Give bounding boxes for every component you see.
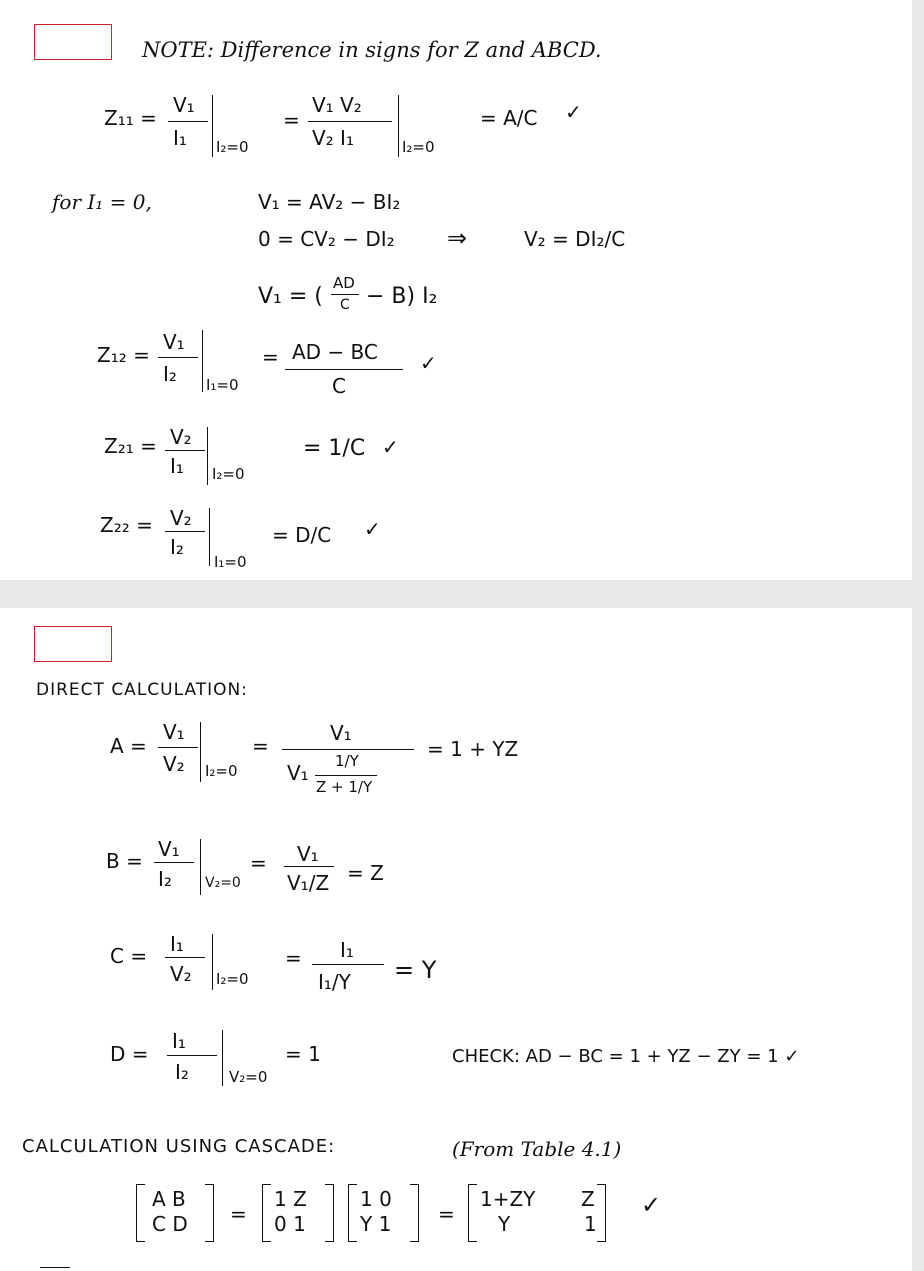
a-cond: I₂=0 [205,762,238,780]
check-mark: ✓ [641,1191,662,1219]
fraction-bar [284,866,334,867]
z21-num: V₂ [170,425,192,449]
a-bignum: V₁ [330,721,352,745]
cascade-source: (From Table 4.1) [452,1137,622,1161]
footer-dash [40,1267,70,1268]
b-cond: V₂=0 [205,875,241,891]
b-result: = Z [347,861,384,885]
z11-lhs: Z₁₁ = [104,106,157,130]
c-cond: I₂=0 [216,970,249,988]
b-num: V₁ [158,837,180,861]
matrix-result-r2c2: 1 [584,1212,597,1236]
matrix-eq-2: = [438,1202,455,1226]
matrix-shunt-row1: 1 0 [360,1187,392,1211]
matrix-bracket-left [348,1184,357,1242]
z11-eq: = [283,108,300,132]
red-label-box [34,626,112,662]
cascade-heading: CALCULATION USING CASCADE: [22,1136,336,1157]
matrix-result-r1c2: Z [581,1187,595,1211]
evaluation-bar [200,722,201,782]
equation-2: 0 = CV₂ − DI₂ [258,227,395,251]
matrix-result-r2c1: Y [498,1212,511,1236]
c-rden: I₁/Y [318,970,351,994]
b-lhs: B = [106,849,143,873]
d-lhs: D = [110,1042,149,1066]
z12-cond: I₁=0 [206,376,239,394]
a-lhs: A = [110,734,147,758]
fraction-bar [282,749,414,750]
check-mark: ✓ [382,435,399,459]
red-label-box [34,24,112,60]
a-den-v: V₁ [287,761,309,785]
b-eq: = [250,851,267,875]
b-den: I₂ [158,867,172,891]
matrix-bracket-right [597,1184,606,1242]
matrix-bracket-left [262,1184,271,1242]
evaluation-bar [202,330,203,392]
a-result: = 1 + YZ [427,737,519,761]
evaluation-bar [200,839,201,895]
z21-result: = 1/C [303,436,366,461]
check-mark: ✓ [420,351,437,375]
a-num: V₁ [163,720,185,744]
c-result: = Y [394,956,437,984]
z22-num: V₂ [170,506,192,530]
z11-cond: I₂=0 [216,138,249,156]
evaluation-bar [398,95,399,157]
z21-cond: I₂=0 [212,465,245,483]
matrix-result-r1c1: 1+ZY [480,1187,536,1211]
matrix-series-row2: 0 1 [274,1212,306,1236]
z12-num: V₁ [163,330,185,354]
z21-den: I₁ [170,454,184,478]
a-den-num: 1/Y [335,752,359,770]
equation-3-den: C [340,297,350,313]
implies-arrow: ⇒ [447,224,468,252]
matrix-abcd-row1: A B [152,1187,186,1211]
matrix-eq-1: = [230,1202,247,1226]
d-num: I₁ [172,1029,186,1053]
fraction-bar [308,121,392,122]
page-panel-abcd-parameters [0,608,912,1271]
fraction-bar [154,862,194,863]
z12-lhs: Z₁₂ = [97,343,150,367]
note-text: NOTE: Difference in signs for Z and ABCD. [142,38,602,62]
check-text: CHECK: AD − BC = 1 + YZ − ZY = 1 ✓ [452,1046,800,1067]
z11-den: I₁ [173,126,187,150]
z12-rden: C [332,374,346,398]
z12-rnum: AD − BC [292,340,378,364]
fraction-bar [165,957,205,958]
fraction-bar [158,357,198,358]
z12-den: I₂ [163,362,177,386]
z11-cond2: I₂=0 [402,138,435,156]
c-rnum: I₁ [340,938,354,962]
equation-3-lhs: V₁ = ( [258,284,323,309]
c-den: V₂ [170,962,192,986]
fraction-bar [167,1055,217,1056]
a-den: V₂ [163,752,185,776]
evaluation-bar [209,508,210,566]
direct-calculation-heading: DIRECT CALCULATION: [36,680,248,700]
z11-num: V₁ [173,93,195,117]
z22-lhs: Z₂₂ = [100,513,153,537]
z22-cond: I₁=0 [214,553,247,571]
evaluation-bar [222,1030,223,1086]
matrix-bracket-right [325,1184,334,1242]
c-num: I₁ [170,932,184,956]
equation-2-result: V₂ = DI₂/C [524,227,626,251]
fraction-bar [315,775,377,776]
matrix-bracket-right [205,1184,214,1242]
fraction-bar [165,450,205,451]
a-den-den: Z + 1/Y [316,778,373,796]
fraction-bar [285,369,403,370]
evaluation-bar [207,427,208,485]
equation-3-num: AD [333,274,355,292]
fraction-bar [158,747,198,748]
matrix-abcd-row2: C D [152,1212,188,1236]
matrix-bracket-left [136,1184,145,1242]
z21-lhs: Z₂₁ = [104,434,157,458]
fraction-bar [168,121,208,122]
d-den: I₂ [175,1060,189,1084]
z11-den2: V₂ I₁ [312,126,354,150]
evaluation-bar [212,934,213,990]
a-eq: = [252,734,269,758]
fraction-bar [331,294,359,295]
fraction-bar [165,531,205,532]
matrix-shunt-row2: Y 1 [360,1212,392,1236]
c-eq: = [285,946,302,970]
fraction-bar [312,964,384,965]
matrix-bracket-right [410,1184,419,1242]
check-mark: ✓ [364,517,381,541]
equation-1: V₁ = AV₂ − BI₂ [258,190,401,214]
b-rnum: V₁ [297,842,319,866]
z22-den: I₂ [170,535,184,559]
b-rden: V₁/Z [287,871,330,895]
check-mark: ✓ [565,100,582,124]
d-result: = 1 [285,1042,321,1066]
z22-result: = D/C [272,523,332,547]
evaluation-bar [212,95,213,157]
matrix-bracket-left [468,1184,477,1242]
z11-result: = A/C [480,106,538,130]
page-panel-z-parameters [0,0,912,580]
c-lhs: C = [110,944,148,968]
for-condition: for I₁ = 0, [52,190,152,214]
z12-eq: = [262,345,279,369]
z11-num2: V₁ V₂ [312,93,362,117]
matrix-series-row1: 1 Z [274,1187,307,1211]
equation-3-rhs: − B) I₂ [366,284,438,309]
d-cond: V₂=0 [229,1068,268,1086]
